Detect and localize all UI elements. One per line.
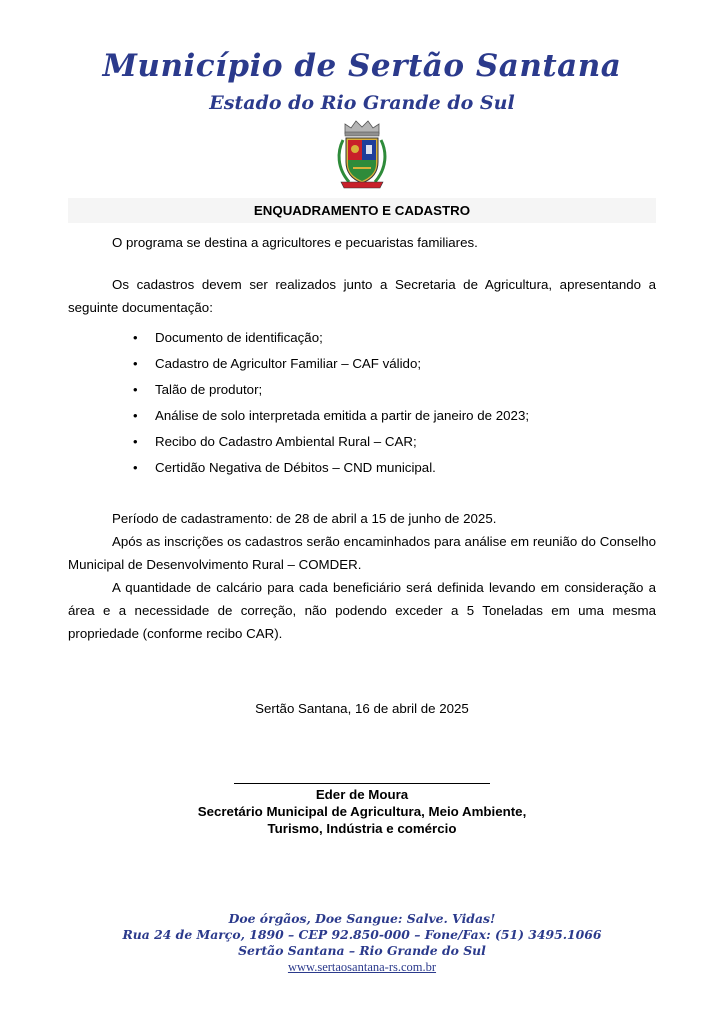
footer-address: Rua 24 de Março, 1890 – CEP 92.850-000 – Fone/Fax: (51) 3495.1066 xyxy=(122,927,602,942)
date-line: Sertão Santana, 16 de abril de 2025 xyxy=(255,701,469,716)
footer-city: Sertão Santana – Rio Grande do Sul xyxy=(238,943,486,958)
cadastro-paragraph xyxy=(68,273,656,319)
period-text: Período de cadastramento: de 28 de abril a 15 de junho de 2025. xyxy=(112,511,497,526)
bullet-icon: • xyxy=(133,434,138,449)
footer xyxy=(0,911,724,975)
signer-role-line1: Secretário Municipal de Agricultura, Meio Ambiente, xyxy=(197,804,527,819)
bullet-icon: • xyxy=(133,382,138,397)
bullet-icon: • xyxy=(133,330,138,345)
list-item: • Recibo do Cadastro Ambiental Rural – CAR; xyxy=(68,429,656,455)
coat-of-arms-icon xyxy=(335,118,389,192)
municipality-title: Município de Sertão Santana xyxy=(102,48,622,84)
registrations-text: Após as inscrições os cadastros serão encaminhados para análise em reunião do Conselho Municipal de Desenvolvimento Rural – COMDER. xyxy=(68,534,656,572)
list-item: • Documento de identificação; xyxy=(68,325,656,351)
bullet-icon: • xyxy=(133,356,138,371)
details-block xyxy=(68,507,656,645)
signer-role-line2: Turismo, Indústria e comércio xyxy=(267,821,457,836)
intro-text: O programa se destina a agricultores e pecuaristas familiares. xyxy=(112,235,478,250)
documents-list-block xyxy=(68,325,656,481)
intro-paragraph xyxy=(68,231,656,254)
cadastro-text: Os cadastros devem ser realizados junto a Secretaria de Agricultura, apresentando a seguinte documentação: xyxy=(68,277,656,315)
letterhead xyxy=(0,44,724,116)
signature-block xyxy=(0,786,724,837)
signature-line xyxy=(234,783,490,784)
list-item: • Talão de produtor; xyxy=(68,377,656,403)
list-item: • Certidão Negativa de Débitos – CND municipal. xyxy=(68,455,656,481)
website-link[interactable]: www.sertaosantana-rs.com.br xyxy=(287,960,437,974)
list-item: • Análise de solo interpretada emitida a partir de janeiro de 2023; xyxy=(68,403,656,429)
section-title: ENQUADRAMENTO E CADASTRO xyxy=(68,198,656,223)
documents-list xyxy=(68,325,656,481)
bullet-icon: • xyxy=(133,460,138,475)
footer-slogan: Doe órgãos, Doe Sangue: Salve. Vidas! xyxy=(228,911,496,926)
state-subtitle: Estado do Rio Grande do Sul xyxy=(209,92,515,114)
list-item: • Cadastro de Agricultor Familiar – CAF válido; xyxy=(68,351,656,377)
bullet-icon: • xyxy=(133,408,138,423)
signer-name: Eder de Moura xyxy=(315,787,409,802)
limestone-text: A quantidade de calcário para cada beneficiário será definida levando em consideração a área e a necessidade de correção, não podendo exceder a 5 Toneladas em uma mesma propriedade (conforme recibo CAR). xyxy=(68,580,656,641)
